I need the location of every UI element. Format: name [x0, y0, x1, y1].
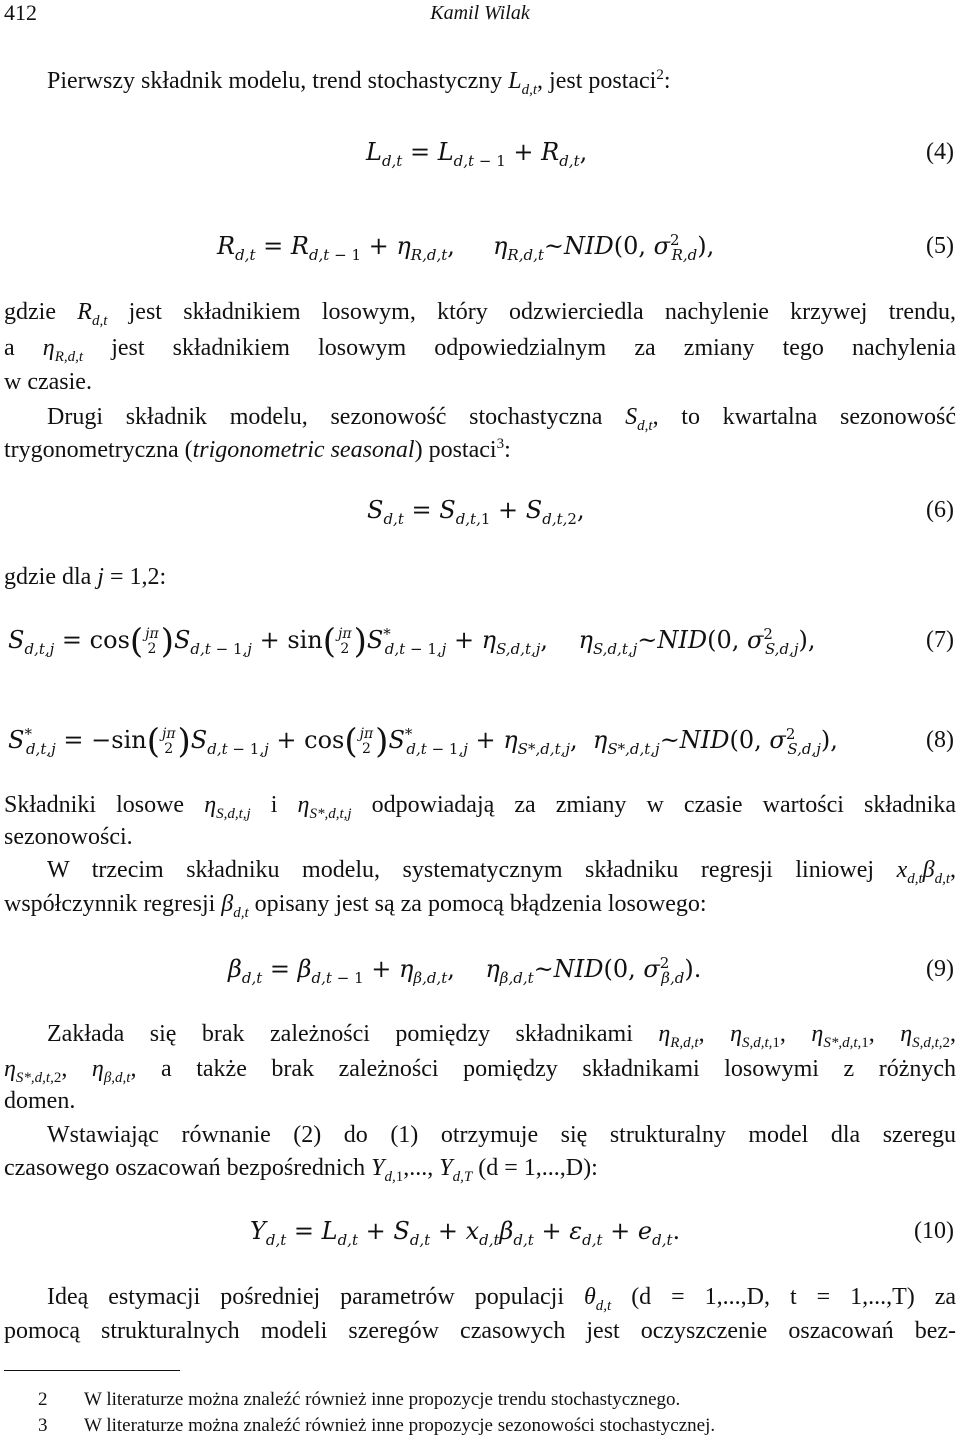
equation-6-number: (6): [926, 497, 954, 523]
page-number: 412: [4, 0, 37, 25]
paragraph-independence-line-3: domen.: [4, 1088, 76, 1114]
paragraph-substitution-line-1: Wstawiając równanie (2) do (1) otrzymuje się strukturalny model dla szeregu: [47, 1122, 956, 1148]
paragraph-estimation-line-1: Ideą estymacji pośredniej parametrów populacji $\theta_{d,t}$ (d = 1,...,D, t = 1,...,T) za: [47, 1284, 957, 1314]
paragraph-estimation-line-2: pomocą strukturalnych modeli szeregów czasowych jest oczyszczenie oszacowań bez-: [4, 1318, 956, 1344]
paragraph-r-line-3: w czasie.: [4, 369, 92, 395]
paragraph-independence-line-1: Zakłada się brak zależności pomiędzy składnikami $\eta_{R,d,t}$, $\eta_{S,d,t,1}$, $\eta_{S*,d,t,1}$, $\eta_{S,d,t,2}$,: [47, 1021, 957, 1051]
equation-9-number: (9): [926, 956, 954, 982]
paragraph-independence-line-2: $\eta_{S*,d,t,2}$, $\eta_{\beta,d,t}$, a także brak zależności pomiędzy składnikami losowymi z różnych: [4, 1056, 956, 1086]
paragraph-trend-intro: Pierwszy składnik modelu, trend stochastyczny $L_{d,t}$, jest postaci$^2$:: [47, 67, 671, 98]
paragraph-regression-line-2: współczynnik regresji $\beta_{d,t}$ opisany jest są za pomocą błądzenia losowego:: [4, 891, 707, 921]
footnote-2-text: W literaturze można znaleźć również inne propozycje trendu stochastycznego.: [84, 1389, 681, 1410]
paragraph-components-line-1: Składniki losowe $\eta_{S,d,t,j}$ i $\eta_{S*,d,t,j}$ odpowiadają za zmiany w czasie wartości składnika: [4, 792, 956, 822]
running-head-author: Kamil Wilak: [430, 2, 530, 24]
paragraph-substitution-line-2: czasowego oszacowań bezpośrednich $Y_{d,1}$,..., $Y_{d,T}$ (d = 1,...,D):: [4, 1155, 598, 1185]
equation-4-number: (4): [926, 139, 954, 165]
paragraph-r-line-2: a $\eta_{R,d,t}$ jest składnikiem losowym odpowiedzialnym za zmiany tego nachylenia: [4, 335, 956, 365]
equation-6: $S_{d,t} = S_{d,t,1} + S_{d,t,2}$,: [367, 496, 585, 528]
equation-10: $Y_{d,t} = L_{d,t} + S_{d,t} + x_{d,t}\beta_{d,t} + \varepsilon_{d,t} + e_{d,t}$.: [250, 1217, 681, 1249]
paragraph-seasonal-line-2: trygonometryczna (trigonometric seasonal) postaci$^3$:: [4, 436, 511, 463]
text-where-j: gdzie dla j = 1,2:: [4, 564, 167, 590]
equation-8-number: (8): [926, 727, 954, 753]
footnote-2-number: 2: [38, 1389, 48, 1410]
footnote-rule: [4, 1370, 180, 1371]
equation-7-number: (7): [926, 627, 954, 653]
footnote-3-text: W literaturze można znaleźć również inne propozycje sezonowości stochastycznej.: [84, 1415, 716, 1436]
equation-5: $R_{d,t} = R_{d,t - 1} + \eta_{R,d,t}$, $\eta_{R,d,t}\sim NID(0$, $\sigma^2_{R,d}$),: [217, 231, 715, 264]
paragraph-regression-line-1: W trzecim składniku modelu, systematycznym składniku regresji liniowej $x_{d,t}\beta_{d,t}$,: [47, 857, 957, 887]
equation-5-number: (5): [926, 233, 954, 259]
equation-8: $S^*_{d,t,j} = -\sin$( jπ 2 )$S_{d,t - 1,j} + \cos$( jπ 2 )$S^*_{d,t - 1,j} + \eta_{S*,d,t,j}$, $\eta_{S*,d,t,j}\sim NID(0$, $\sigma^2_{S,d,j}$),: [8, 721, 838, 762]
paragraph-components-line-2: sezonowości.: [4, 824, 133, 850]
footnote-ref-3: 3: [496, 436, 505, 452]
equation-4: $L_{d,t} = L_{d,t - 1} + R_{d,t}$,: [366, 138, 588, 170]
equation-10-number: (10): [914, 1218, 954, 1244]
paragraph-r-line-1: gdzie $R_{d,t}$ jest składnikiem losowym, który odzwierciedla nachylenie krzywej trendu,: [4, 299, 957, 329]
equation-9: $\beta_{d,t} = \beta_{d,t - 1} + \eta_{\beta,d,t}$, $\eta_{\beta,d,t}\sim NID(0$, $\sigma^2_{\beta,d}$).: [228, 954, 702, 987]
paragraph-seasonal-line-1: Drugi składnik modelu, sezonowość stochastyczna $S_{d,t}$, to kwartalna sezonowość: [47, 404, 956, 434]
equation-7: $S_{d,t,j} = \cos$( jπ 2 )$S_{d,t - 1,j} + \sin$( jπ 2 )$S^*_{d,t - 1,j} + \eta_{S,d,t,j}$, $\eta_{S,d,t,j}\sim NID(0$, $\sigma^2_{S,d,j}$),: [8, 621, 816, 662]
footnote-ref-2: 2: [656, 67, 664, 83]
footnote-3-number: 3: [38, 1415, 48, 1436]
